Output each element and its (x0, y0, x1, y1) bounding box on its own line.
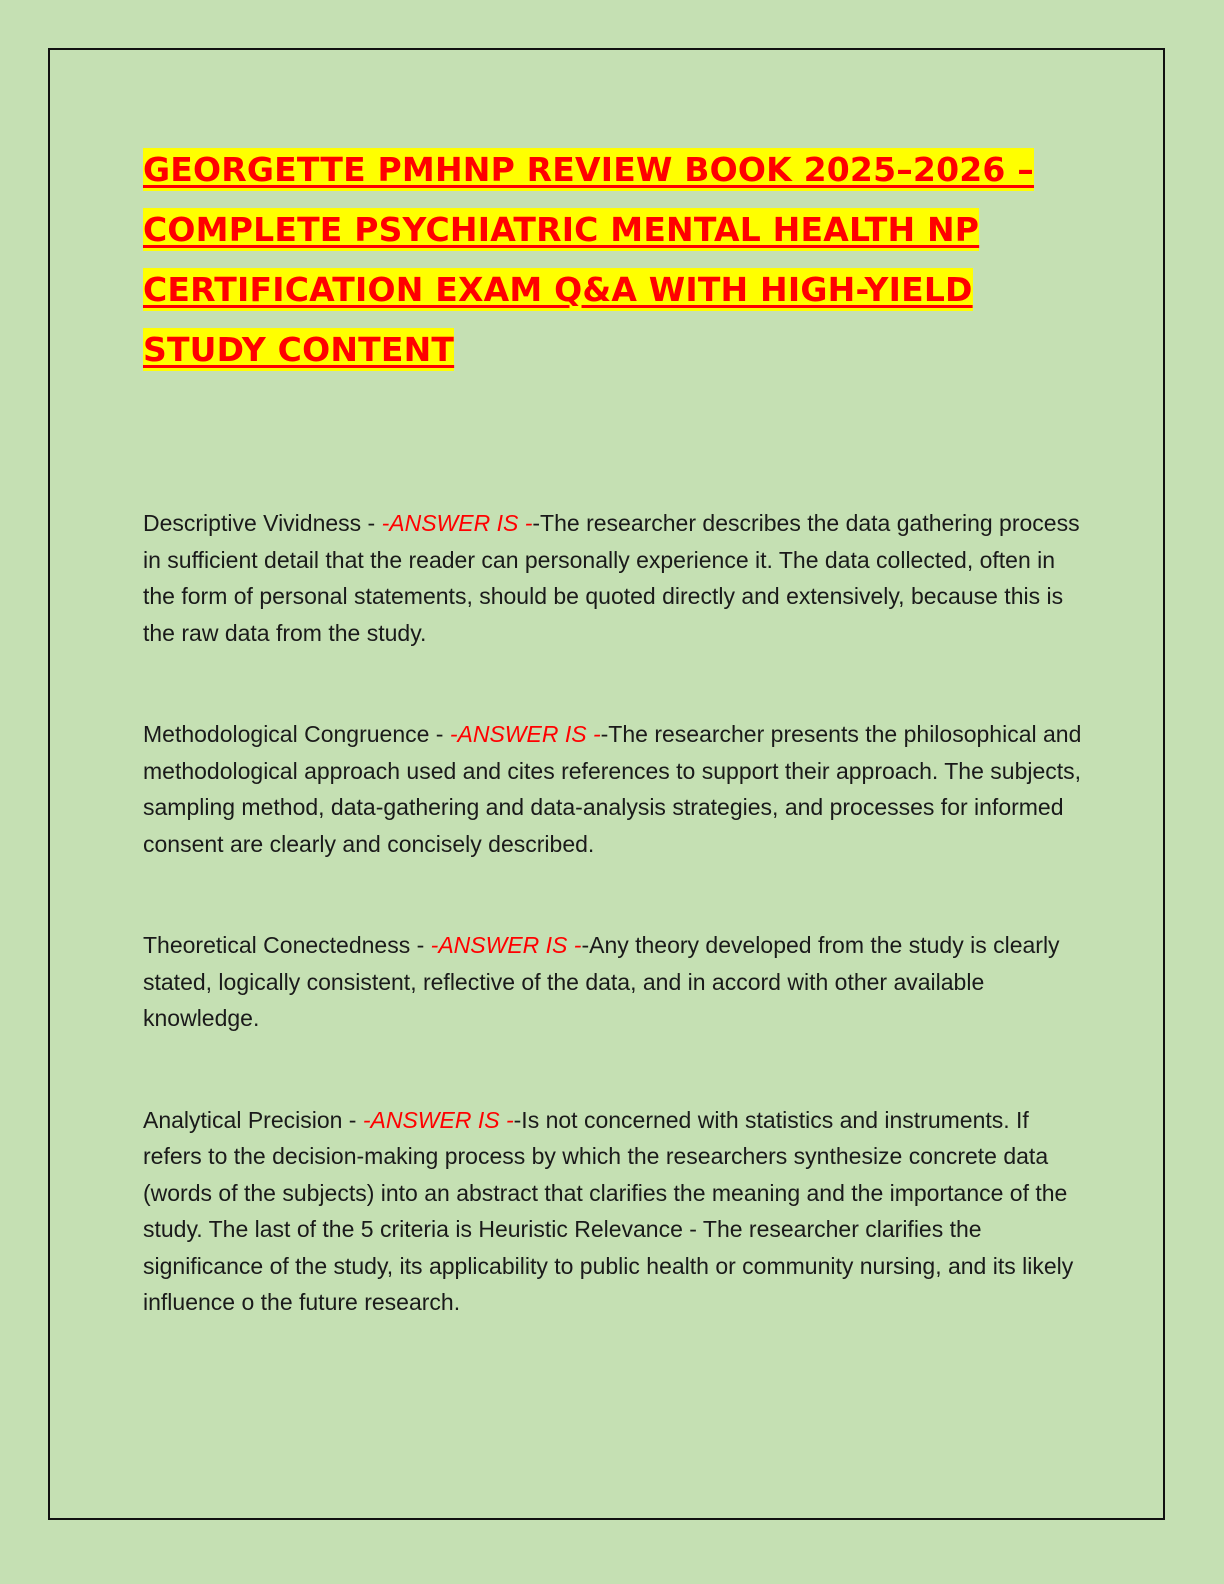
document-content (143, 140, 1083, 1386)
answer-marker: -ANSWER IS - (381, 510, 533, 536)
entry-answer: -Is not concerned with statistics and instruments. If refers to the decision-making process by which the researchers synthesize concrete data (words of the subjects) into an abstract that clarifies the meaning and the importance of the study. The last of the 5 criteria is Heuristic Relevance - The researcher clarifies the significance of the study, its applicability to public health or community nursing, and its likely influence o the future research. (143, 1106, 1074, 1315)
qa-entry-theoretical-conectedness (143, 927, 1083, 1037)
qa-entry-descriptive-vividness (143, 505, 1083, 651)
qa-entry-analytical-precision (143, 1102, 1083, 1321)
entry-answer: -Any theory developed from the study is clearly stated, logically consistent, reflective of the data, and in accord with other available knowledge. (143, 932, 1060, 1031)
answer-marker: -ANSWER IS - (362, 1106, 514, 1133)
document-title-text: GEORGETTE PMHNP REVIEW BOOK 2025–2026 – COMPLETE PSYCHIATRIC MENTAL HEALTH NP CERTIFICATION EXAM Q&A WITH HIGH-YIELD STUDY CONTENT (143, 150, 1034, 369)
entry-term: Theoretical Conectedness - (143, 932, 431, 958)
qa-entry-methodological-congruence (143, 716, 1083, 862)
answer-marker: -ANSWER IS - (430, 932, 582, 958)
answer-marker: -ANSWER IS - (449, 721, 601, 747)
entry-answer: -The researcher describes the data gathering process in sufficient detail that the reader can personally experience it. The data collected, often in the form of personal statements, should be quoted directly and extensively, because this is the raw data from the study. (143, 510, 1080, 646)
entry-answer: -The researcher presents the philosophical and methodological approach used and cites references to support their approach. The subjects, sampling method, data-gathering and data-analysis strategies, and processes for informed consent are clearly and concisely described. (143, 721, 1082, 857)
entry-term: Analytical Precision - (143, 1106, 363, 1133)
qa-entries (143, 505, 1083, 1321)
entry-term: Methodological Congruence - (143, 721, 450, 747)
entry-term: Descriptive Vividness - (143, 510, 382, 536)
document-title (143, 140, 1083, 380)
